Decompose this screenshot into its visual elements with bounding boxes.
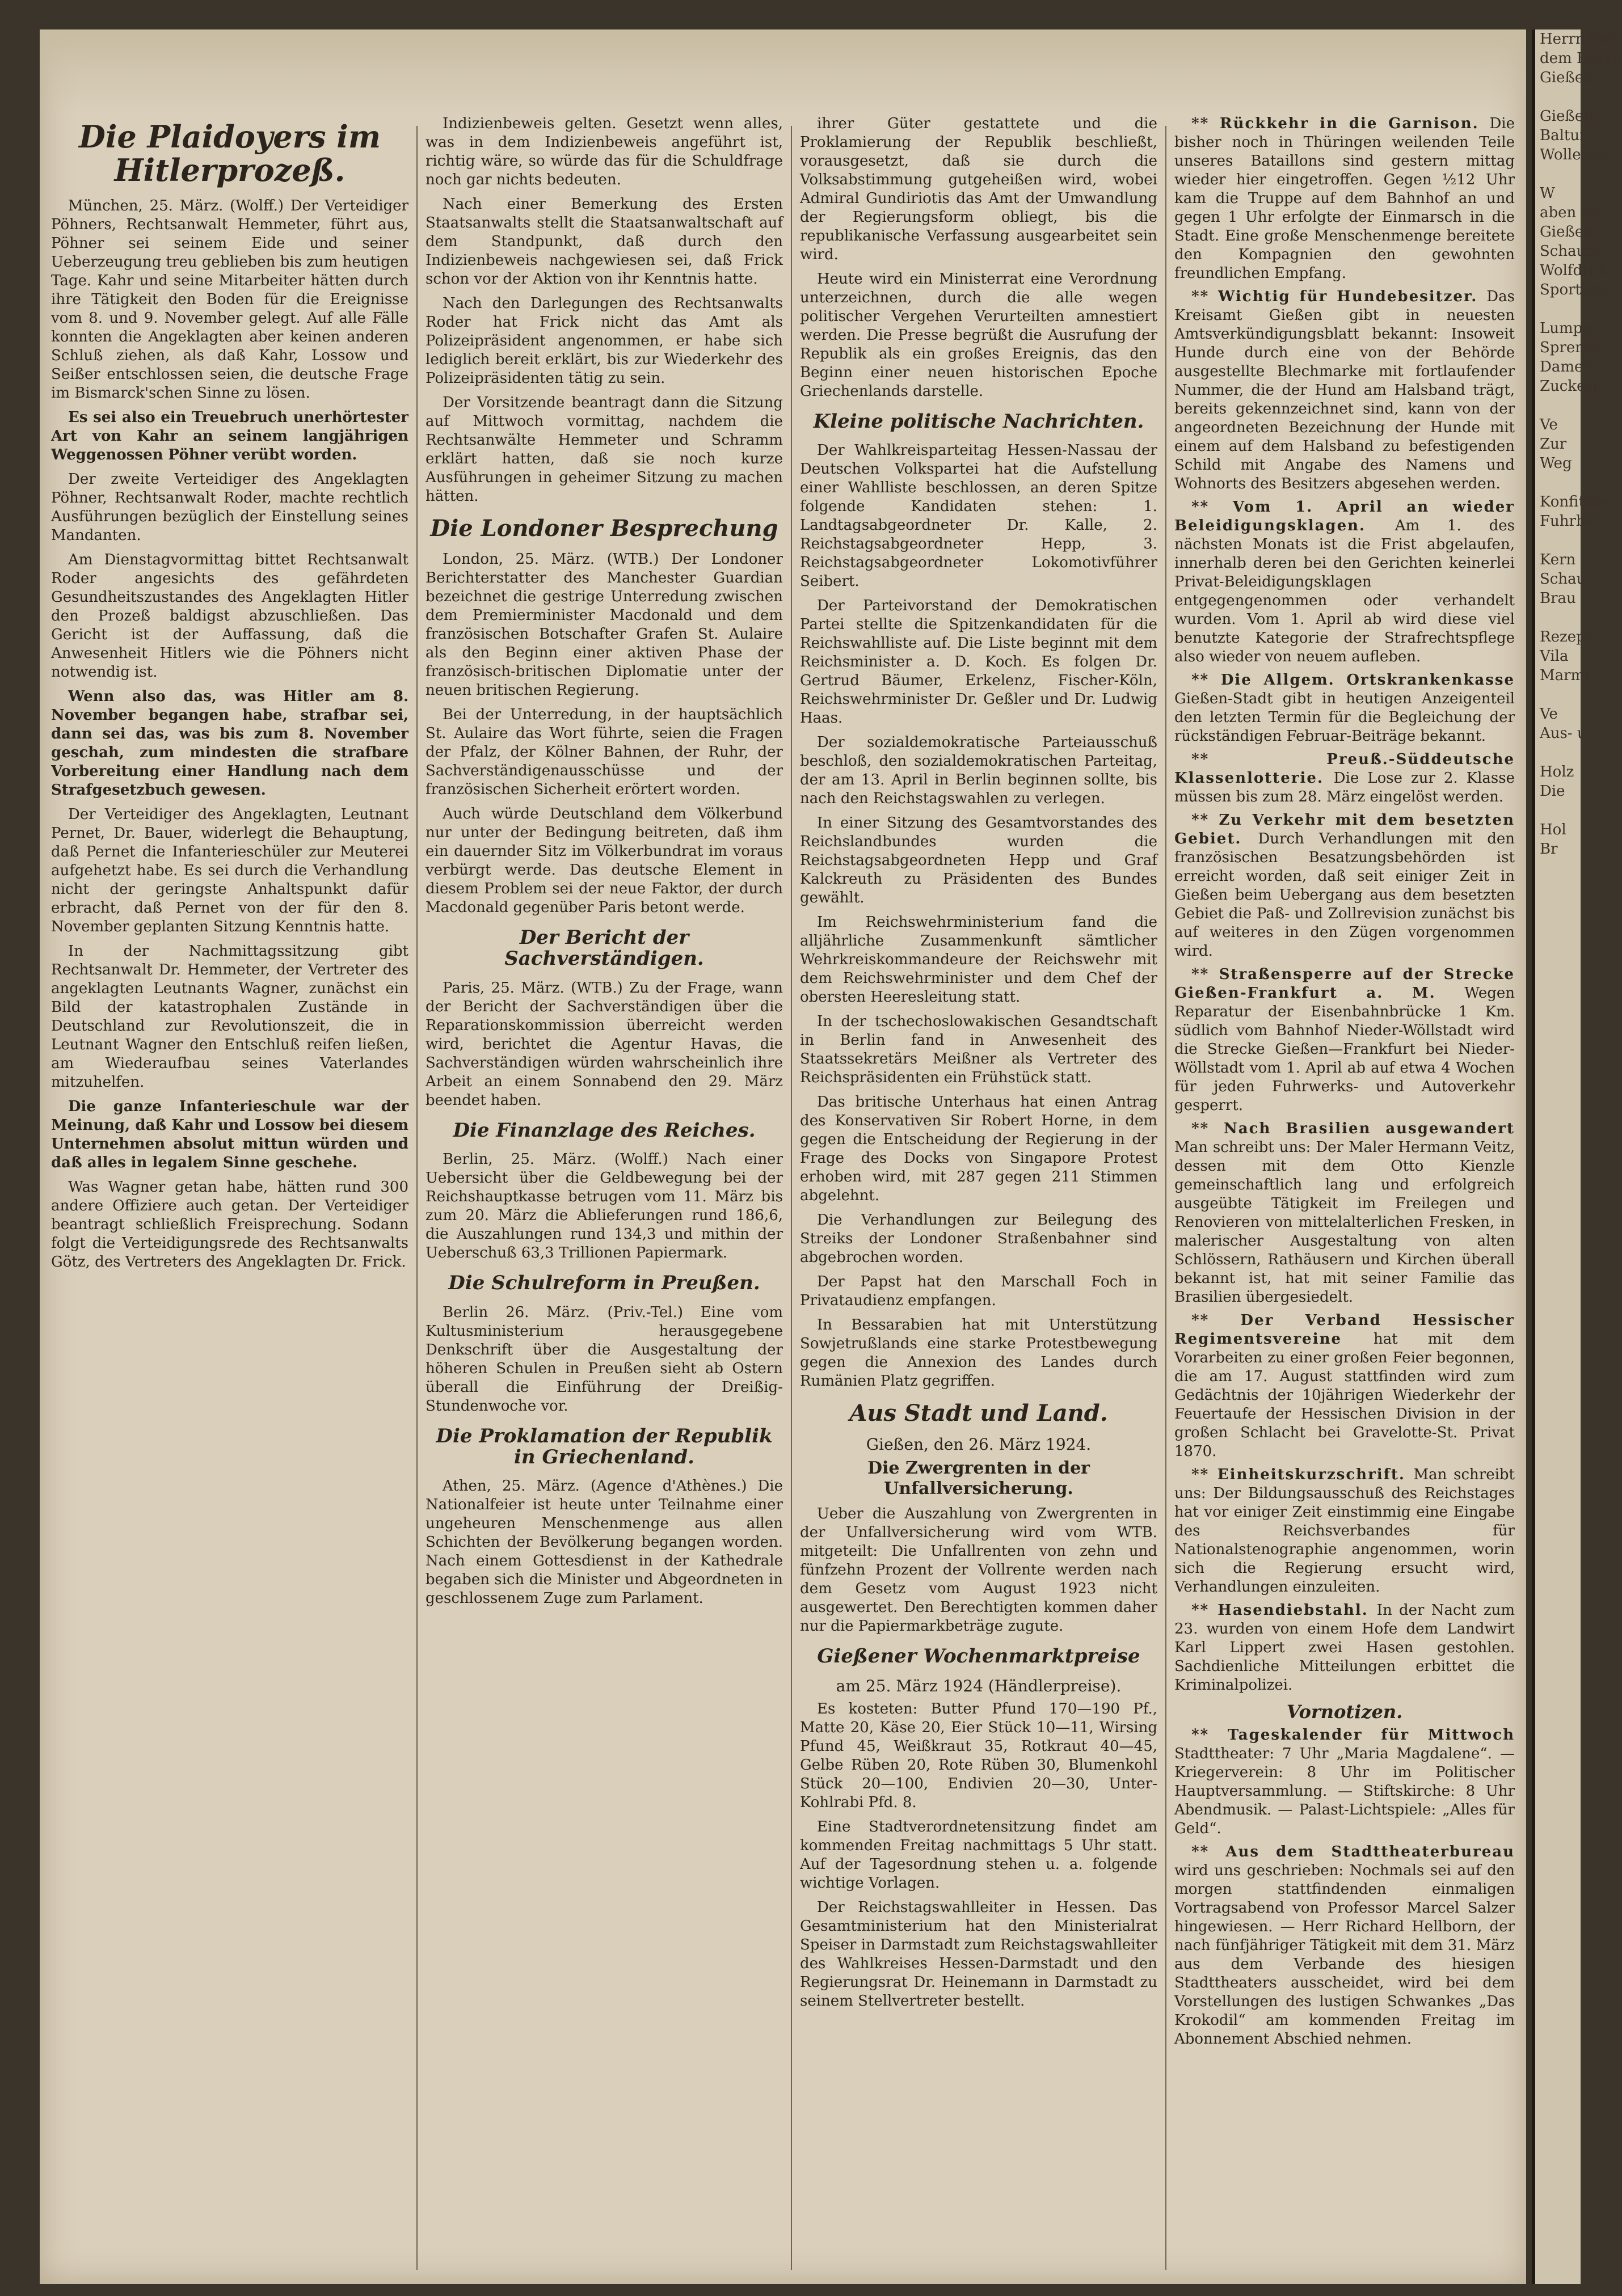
- adjacent-page-text: Damen: [1540, 358, 1593, 375]
- article-paragraph: Nach den Darlegungen des Rechtsanwalts Roder hat Frick nicht das Amt als Polizeipräsident angenommen, er habe sich lediglich bereit erklärt, bis zur Wiederkehr des Polizeipräsidenten tätig zu sein.: [425, 295, 783, 387]
- article-paragraph: ihrer Güter gestattete und die Proklamierung der Republik beschließt, vorausgesetzt, daß sie durch die Volksabstimmung gutgeheißen wird, wobei Admiral Gundiriotis das Amt der Umwandlung der Regierungsform obliegt, bis die republikanische Verfassung ausgearbeitet sein wird.: [800, 115, 1157, 263]
- article-paragraph: Der Parteivorstand der Demokratischen Partei stellte die Spitzenkandidaten für die Reichswahlliste auf. Die Liste beginnt mit dem Reichsminister a. D. Koch. Es folgen Dr. Gertrud Bäumer, Erkelenz, Fischer-Köln, Reichswehrminister Dr. Geßler und Dr. Ludwig Haas.: [800, 597, 1157, 727]
- adjacent-page-text: Zur: [1540, 436, 1567, 453]
- article: [51, 120, 408, 1272]
- adjacent-page-edge: [1532, 29, 1622, 2284]
- article-paragraph: Der zweite Verteidiger des Angeklagten Pöhner, Rechtsanwalt Roder, machte rechtlich Ausführungen bezüglich der Einstellung seines Mandanten.: [51, 470, 408, 544]
- article-paragraph: In der tschechoslowakischen Gesandtschaft in Berlin fand in Anwesenheit des Staatssekretärs Meißner als Vertreter des Reichspräsidenten ein Frühstück statt.: [800, 1013, 1157, 1087]
- article-paragraph: Heute wird ein Ministerrat eine Verordnung unterzeichnen, durch die alle wegen politischer Vergehen Verurteilten amnestiert werden. Die Presse begrüßt die Ausrufung der Republik als ein großes Ereignis, das den Beginn einer neuen historischen Epoche Griechenlands darstelle.: [800, 271, 1157, 400]
- article-paragraph: Der sozialdemokratische Parteiausschuß beschloß, den sozialdemokratischen Parteitag, der am 13. April in Berlin beginnen sollte, bis nach den Reichstagswahlen zu verlegen.: [800, 734, 1157, 808]
- adjacent-page-text: [1535, 87, 1581, 107]
- adjacent-page-text: Die: [1540, 783, 1565, 800]
- adjacent-page-text: [1535, 743, 1581, 762]
- local-news-keyword: ** Die Allgem. Ortskrankenkasse: [1191, 672, 1515, 689]
- local-news-item: [1174, 750, 1515, 807]
- article: [425, 516, 783, 917]
- article-paragraph: Was Wagner getan habe, hätten rund 300 andere Offiziere auch getan. Der Verteidiger beantragt schließlich Freisprechung. Sodann folgt die Verteidigungsrede des Rechtsanwalts Götz, des Vertreters des Angeklagten Dr. Frick.: [51, 1178, 408, 1271]
- adjacent-page-text: [1535, 608, 1581, 627]
- article-paragraph: Indizienbeweis gelten. Gesetzt wenn alles, was in dem Indizienbeweis angeführt ist, richtig wäre, so würde das für die Schuldfrage noch gar nichts bedeuten.: [425, 115, 783, 188]
- article-paragraph: Der Verteidiger des Angeklagten, Leutnant Pernet, Dr. Bauer, widerlegt die Behauptung, daß Pernet die Infanterieschüler zur Meuterei aufgehetzt habe. Es sei durch die Verhandlung nicht der geringste Anhaltspunkt dafür erbracht, daß Pernet von der für den 8. November geplanten Sitzung Kenntnis hatte.: [51, 805, 408, 935]
- adjacent-page-text: Rezept: [1540, 628, 1592, 645]
- column-2: [425, 115, 783, 2281]
- adjacent-page-text: [1535, 531, 1581, 550]
- adjacent-page-text: W: [1540, 185, 1555, 202]
- column-1: [51, 115, 408, 2281]
- article: [425, 927, 783, 1110]
- local-news-text: Wegen Reparatur der Eisenbahnbrücke 1 Km. südlich vom Bahnhof Nieder-Wöllstadt wird die Strecke Gießen—Frankfurt bei Nieder-Wöllstadt vom 1. April ab auf etwa 4 Wochen für jeden Fuhrwerks- und Autoverkehr gesperrt.: [1174, 985, 1515, 1114]
- article-headline: Aus Stadt und Land.: [849, 1400, 1108, 1427]
- adjacent-page-text: [1535, 396, 1581, 415]
- article-paragraph: Berlin, 25. März. (Wolff.) Nach einer Uebersicht über die Geldbewegung bei der Reichshauptkasse betrugen vom 11. März bis zum 20. März die Ablieferungen rund 186,6, die Auszahlungen rund 134,3 und mithin der Ueberschuß 63,3 Trillionen Papiermark.: [425, 1151, 783, 1262]
- article-headline: Kleine politische Nachrichten.: [813, 410, 1144, 433]
- adjacent-page-text: Vila: [1540, 648, 1569, 665]
- local-news-keyword: ** Der Verband Hessischer Regimentsvereine: [1174, 1312, 1515, 1348]
- adjacent-page-text: Weg: [1540, 455, 1572, 472]
- article-paragraph: London, 25. März. (WTB.) Der Londoner Berichterstatter des Manchester Guardian bezeichnet die gestrige Unterredung zwischen dem Premierminister Macdonald und dem französischen Botschafter Grafen St. Aulaire als den Beginn einer aktiven Phase der französisch-britischen Diplomatie unter der neuen britischen Regierung.: [425, 551, 783, 699]
- adjacent-page-text: aben ke: [1540, 204, 1599, 221]
- local-news-item: [1174, 288, 1515, 493]
- article: [425, 1426, 783, 1609]
- adjacent-page-text: Aus- u: [1540, 725, 1587, 742]
- column-rule: [791, 126, 792, 2270]
- adjacent-page-text: Sprengs: [1540, 339, 1602, 356]
- adjacent-page-text: Gießen,: [1540, 223, 1598, 240]
- adjacent-page-text: Wollenzu: [1540, 146, 1608, 163]
- local-news-item: [1174, 671, 1515, 746]
- adjacent-page-text: [1535, 685, 1581, 704]
- adjacent-page-text: Brau: [1540, 590, 1576, 607]
- adjacent-page-text: Marmi: [1540, 667, 1590, 684]
- column-4: [1174, 115, 1515, 2281]
- notice-keyword: ** Aus dem Stadttheaterbureau: [1191, 1843, 1515, 1860]
- article-headline: Gießener Wochenmarktpreise: [817, 1645, 1140, 1668]
- article-paragraph: Die Verhandlungen zur Beilegung des Streiks der Londoner Straßenbahner sind abgebrochen worden.: [800, 1212, 1157, 1267]
- adjacent-page-text: Gießen: [1540, 108, 1593, 125]
- local-news-text: Die bisher noch in Thüringen weilenden Teile unseres Bataillons sind gestern mittag wieder hier eingetroffen. Gegen ½12 Uhr kam die Truppe auf dem Bahnhof an und gegen 1 Uhr erfolgte der Einmarsch in die Stadt. Eine große Menschenmenge bereitete den Kompagnien den gewohnten freundlichen Empfang.: [1174, 115, 1515, 282]
- local-news-item: [1174, 811, 1515, 961]
- local-news-keyword: ** Wichtig für Hundebesitzer.: [1191, 288, 1487, 305]
- article-paragraph: Der Vorsitzende beantragt dann die Sitzung auf Mittwoch vormittag, nachdem die Rechtsanwälte Hemmeter und Schramm erklärt hatten, daß sie noch kurze Ausführungen in geheimer Sitzung zu machen hätten.: [425, 394, 783, 505]
- local-news-item: [1174, 115, 1515, 283]
- adjacent-page-text: Br: [1540, 841, 1558, 858]
- article-dateline: am 25. März 1924 (Händlerpreise).: [836, 1676, 1122, 1695]
- local-news-text: hat mit dem Vorarbeiten zu einer großen Feier begonnen, die am 17. August stattfinden wird zum Gedächtnis der 10jährigen Wiederkehr der Feuertaufe der Hessischen Division in der großen Schlacht bei Gravelotte-St. Privat 1870.: [1174, 1331, 1515, 1460]
- local-news-keyword: ** Hasendiebstahl.: [1191, 1602, 1377, 1619]
- article-paragraph: Im Reichswehrministerium fand die alljährliche Zusammenkunft sämtlicher Wehrkreiskommandeure der Reichswehr mit dem Reichswehrminister und dem Chef der obersten Heeresleitung statt.: [800, 914, 1157, 1006]
- article-paragraph: München, 25. März. (Wolff.) Der Verteidiger Pöhners, Rechtsanwalt Hemmeter, führt aus, Pöhner sei seinem Eide und seiner Ueberzeugung treu geblieben bis zum heutigen Tage. Kahr und seine Mitarbeiter hätten durch ihre Tätigkeit den Boden für die Ereignisse vom 8. und 9. November gelegt. Auf alle Fälle konnten die Angeklagten aber keinen anderen Schluß ziehen, als daß Kahr, Lossow und Seißer entschlossen seien, die deutsche Frage im Bismarck'schen Sinne zu lösen.: [51, 197, 408, 402]
- article-paragraph: Berlin 26. März. (Priv.-Tel.) Eine vom Kultusministerium herausgegebene Denkschrift über die Ausgestaltung der höheren Schulen in Preußen sieht ab Ostern überall die Einführung der Dreißig-Stundenwoche vor.: [425, 1303, 783, 1415]
- notice-item: [1174, 1726, 1515, 1838]
- adjacent-page-text: Konfitüre: [1540, 493, 1610, 510]
- adjacent-page-text: [1535, 801, 1581, 820]
- article-paragraph: Athen, 25. März. (Agence d'Athènes.) Die Nationalfeier ist heute unter Teilnahme einer ungeheuren Menschenmenge aus allen Schichten der Bevölkerung begangen worden. Nach einem Gottesdienst in der Kathedrale begaben sich die Minister und Abgeordneten in geschlossenem Zuge zum Parlament.: [425, 1478, 783, 1607]
- article: [800, 1401, 1157, 1636]
- article-headline: Die Proklamation der Republik in Griechenland.: [436, 1424, 773, 1468]
- adjacent-page-text: [1535, 299, 1581, 319]
- local-news-keyword: ** Preuß.-Süddeutsche Klassenlotterie.: [1174, 751, 1515, 787]
- article: [425, 115, 783, 506]
- notice-keyword: ** Tageskalender für Mittwoch: [1191, 1727, 1515, 1744]
- adjacent-page-text: Wolfdrah: [1540, 262, 1608, 279]
- column-rule: [1165, 126, 1166, 2270]
- article-paragraph: In der Nachmittagssitzung gibt Rechtsanwalt Dr. Hemmeter, der Vertreter des angeklagten Leutnants Wagner, zunächst ein Bild der katastrophalen Zustände in Deutschland zur Revolutionszeit, die in Leutnant Wagner den Entschluß reifen ließen, am Wiederaufbau seines Vaterlandes mitzuhelfen.: [51, 942, 408, 1091]
- article-paragraph: Eine Stadtverordnetensitzung findet am kommenden Freitag nachmittags 5 Uhr statt. Auf der Tagesordnung stehen u. a. folgende wichtige Vorlagen.: [800, 1818, 1157, 1892]
- article-paragraph: In Bessarabien hat mit Unterstützung Sowjetrußlands eine starke Protestbewegung gegen die Annexion des Landes durch Rumänien Platz gegriffen.: [800, 1316, 1157, 1390]
- local-news-item: [1174, 498, 1515, 666]
- local-news-item: [1174, 965, 1515, 1115]
- article: [425, 1273, 783, 1415]
- newspaper-page: [40, 29, 1526, 2284]
- local-news-keyword: ** Einheitskurzschrift.: [1191, 1466, 1414, 1483]
- article-paragraph: Das britische Unterhaus hat einen Antrag des Konservativen Sir Robert Horne, in dem gegen die Entscheidung der Regierung in der Frage des Docks von Singapore Protest erhoben wird, mit 287 gegen 211 Stimmen abgelehnt.: [800, 1094, 1157, 1205]
- local-news-text: Man schreibt uns: Der Bildungsausschuß des Reichstages hat vor einiger Zeit einstimmig eine Eingabe des Reichsverbandes für Nationalstenographie angenommen, worin sich die Regierung ersucht wird, Verhandlungen einzuleiten.: [1174, 1466, 1515, 1596]
- local-news-text: Die Lose zur 2. Klasse müssen bis zum 28. März eingelöst werden.: [1174, 770, 1515, 805]
- adjacent-page-text: [1535, 164, 1581, 184]
- article-paragraph: Die ganze Infanterieschule war der Meinung, daß Kahr und Lossow bei diesem Unternehmen absolut mittun würden und daß alles in legalem Sinne geschehe.: [51, 1098, 408, 1171]
- column-3: [800, 115, 1157, 2281]
- article-paragraph: Der Wahlkreisparteitag Hessen-Nassau der Deutschen Volkspartei hat die Aufstellung einer Wahlliste beschlossen, an deren Spitze folgende Kandidaten stehen: 1. Landtagsabgeordneter Dr. Kalle, 2. Reichstagsabgeordneter Hepp, 3. Reichstagsabgeordneter Lokomotivführer Seibert.: [800, 442, 1157, 590]
- notice-item: [1174, 1843, 1515, 2049]
- adjacent-page-text: Lumpe: [1540, 320, 1591, 337]
- notices-title: Vornotizen.: [1286, 1701, 1403, 1723]
- local-news-keyword: ** Straßensperre auf der Strecke Gießen-Frankfurt a. M.: [1174, 966, 1515, 1002]
- article-headline: Die Schulreform in Preußen.: [448, 1272, 760, 1295]
- article-paragraph: In einer Sitzung des Gesamtvorstandes des Reichslandbundes wurden die Reichstagsabgeordneten Hepp und Graf Kalckreuth zu Präsidenten des Bundes gewählt.: [800, 814, 1157, 907]
- adjacent-page-text: Sportbes: [1540, 281, 1607, 298]
- local-news-keyword: ** Zu Verkehr mit dem besetzten Gebiet.: [1174, 812, 1515, 847]
- article-paragraph: Es sei also ein Treuebruch unerhörtester Art von Kahr an seinem langjährigen Weggenossen Pöhner verübt worden.: [51, 408, 408, 463]
- local-news-text: In der Nacht zum 23. wurden von einem Hofe dem Landwirt Karl Lippert zwei Hasen gestohlen. Sachdienliche Mitteilungen erbittet die Kriminalpolizei.: [1174, 1602, 1515, 1694]
- article-paragraph: Bei der Unterredung, in der hauptsächlich St. Aulaire das Wort führte, seien die Fragen der Pfalz, der Kölner Bahnen, der Ruhr, der Sachverständigenausschüsse und der französischen Sicherheit erörtert worden.: [425, 706, 783, 798]
- article-headline: Die Finanzlage des Reiches.: [453, 1119, 756, 1142]
- column-rule: [416, 126, 418, 2270]
- adjacent-page-text: Fuhrbe: [1540, 513, 1594, 530]
- article-paragraph: Es kosteten: Butter Pfund 170—190 Pf., Matte 20, Käse 20, Eier Stück 10—11, Wirsing Pfund 45, Weißkraut 35, Rotkraut 40—45, Gelbe Rüben 20, Rote Rüben 30, Blumenkohl Stück 20—100, Endivien 20—30, Unter-Kohlrabi Pfd. 8.: [800, 1700, 1157, 1811]
- adjacent-page-text: Schau: [1540, 571, 1586, 588]
- article: [800, 115, 1157, 401]
- article-subhead: Die Zwergrenten in der Unfallversicherung.: [867, 1458, 1090, 1499]
- local-news-keyword: ** Vom 1. April an wieder Beleidigungsklagen.: [1174, 499, 1515, 534]
- local-news-text: Am 1. des nächsten Monats ist die Frist abgelaufen, innerhalb deren bei den Gerichten keinerlei Privat-Beleidigungsklagen entgegengenommen oder verhandelt wurden. Vom 1. April ab wird diese viel benutzte Kategorie der Strafrechtspflege also wieder von neuem aufleben.: [1174, 517, 1515, 665]
- page-fold-shadow: [40, 29, 1526, 115]
- article: [1174, 115, 1515, 2049]
- notice-text: Stadttheater: 7 Uhr „Maria Magdalene“. — Kriegerverein: 8 Uhr im Politischer Hauptversammlung. — Stiftskirche: 8 Uhr Abendmusik. — Palast-Lichtspiele: „Alles für Geld“.: [1174, 1745, 1515, 1837]
- article-paragraph: Nach einer Bemerkung des Ersten Staatsanwalts stellt die Staatsanwaltschaft auf dem Standpunkt, daß durch den Indizienbeweis nachgewiesen sei, daß Frick schon vor der Aktion von ihr Kenntnis hatte.: [425, 196, 783, 288]
- article-paragraph: Paris, 25. März. (WTB.) Zu der Frage, wann der Bericht der Sachverständigen über die Reparationskommission überreicht werden wird, berichtet die Agentur Havas, die Sachverständigen würden wahrscheinlich ihre Arbeit an einem Sonnabend den 29. März beendet haben.: [425, 979, 783, 1109]
- article-paragraph: Der Reichstagswahlleiter in Hessen. Das Gesamtministerium hat den Ministerialrat Speiser in Darmstadt zum Reichstagswahlleiter des Wahlkreises Hessen-Darmstadt und den Regierungsrat Dr. Heinemann in Darmstadt zu seinem Stellvertreter bestellt.: [800, 1898, 1157, 2010]
- article-headline: Die Londoner Besprechung: [430, 515, 778, 542]
- adjacent-page-text: Schaufe: [1540, 243, 1600, 260]
- article-headline: Die Plaidoyers im Hitlerprozeß.: [79, 119, 381, 189]
- adjacent-page-text: Gießen: [1540, 69, 1593, 86]
- local-news-keyword: ** Nach Brasilien ausgewandert: [1191, 1120, 1515, 1137]
- adjacent-page-text: Herrn Geb: [1540, 31, 1620, 48]
- local-news-text: Man schreibt uns: Der Maler Hermann Veitz, dessen mit dem Otto Kienzle gemeinschaftlich lang und erfolgreich ausgeübte Tätigkeit im Freilegen und Renovieren von mittelalterlichen Fresken, in malerischer Ausgestaltung von alten Schlössern, Rathäusern und Kirchen überall bekannt ist, hat mit seiner Familie das Brasilien übergesiedelt.: [1174, 1139, 1515, 1306]
- adjacent-page-text: Ve: [1540, 416, 1558, 433]
- article: [800, 411, 1157, 1391]
- local-news-text: Gießen-Stadt gibt in heutigen Anzeigenteil den letzten Termin für die Begleichung der rückständigen Februar-Beiträge bekannt.: [1174, 690, 1515, 745]
- adjacent-page-text: Zuckerr: [1540, 378, 1600, 395]
- notice-text: wird uns geschrieben: Nochmals sei auf den morgen stattfindenden einmaligen Vortragsabend von Professor Marcel Salzer hingewiesen. — Herr Richard Hellborn, der nach fünfjähriger Tätigkeit mit dem 31. März aus dem Verbande des hiesigen Stadttheaters ausscheidet, wird bei dem Vorstellungen des lustigen Schwankes „Das Krokodil“ am kommenden Freitag im Abonnement Abschied nehmen.: [1174, 1862, 1515, 2048]
- adjacent-page-text: Kern: [1540, 551, 1576, 568]
- article-paragraph: Wenn also das, was Hitler am 8. November begangen habe, strafbar sei, dann sei das, was bis zum 8. November geschah, zum mindesten die strafbare Vorbereitung einer Handlung nach dem Strafgesetzbuch gewesen.: [51, 687, 408, 799]
- local-news-text: Durch Verhandlungen mit den französischen Besatzungsbehörden ist erreicht worden, daß seit einiger Zeit in Gießen beim Uebergang aus dem besetzten Gebiet die Paß- und Zollrevision zunächst bis auf weiteres in den Zügen vorgenommen wird.: [1174, 830, 1515, 960]
- adjacent-page-text: Ve: [1540, 706, 1558, 723]
- article-paragraph: Auch würde Deutschland dem Völkerbund nur unter der Bedingung beitreten, daß ihm ein dauernder Sitz im Völkerbundrat im voraus verbürgt werde. Das deutsche Element in diesem Problem sei der neue Faktor, der durch Macdonald gegenüber Paris betont werde.: [425, 805, 783, 916]
- article: [800, 1646, 1157, 2010]
- adjacent-page-text: dem Herrn: [1540, 50, 1622, 67]
- article-paragraph: Am Dienstagvormittag bittet Rechtsanwalt Roder angesichts des gefährdeten Gesundheitszustandes des Angeklagten Hitler den Prozeß baldigst abzuschließen. Das Gericht ist der Auffassung, daß die Anwesenheit Hitlers wie die Pöhners nicht notwendig ist.: [51, 551, 408, 681]
- local-news-item: [1174, 1120, 1515, 1307]
- adjacent-page-text: Holz: [1540, 763, 1574, 780]
- article-paragraph: Ueber die Auszahlung von Zwergrenten in der Unfallversicherung wird vom WTB. mitgeteilt: Die Unfallrenten von zehn und fünfzehn Prozent der Vollrente werden nach dem Gesetz vom August 1923 nicht ausgewertet. Den Berechtigten kommen daher nur die Papiermarkbeträge zugute.: [800, 1505, 1157, 1635]
- article-dateline: Gießen, den 26. März 1924.: [866, 1435, 1092, 1454]
- adjacent-page-text: [1535, 473, 1581, 492]
- adjacent-page-text: Hol: [1540, 821, 1566, 838]
- local-news-text: Das Kreisamt Gießen gibt in neuesten Amtsverkündigungsblatt bekannt: Insoweit Hunde durch eine von der Behörde ausgestellte Blechmarke mit fortlaufender Nummer, die der Hund am Halsband trägt, bereits gekennzeichnet sind, kann von der angeordneten Bezeichnung der Hunde mit einem auf dem Halsband zu befestigenden Schild mit Angabe des Namens und Wohnorts des Besitzers abgesehen werden.: [1174, 288, 1515, 492]
- local-news-item: [1174, 1466, 1515, 1597]
- local-news-keyword: ** Rückkehr in die Garnison.: [1191, 115, 1490, 132]
- adjacent-page-text: Baltun: [1540, 127, 1589, 144]
- article-headline: Der Bericht der Sachverständigen.: [504, 926, 704, 970]
- article: [425, 1120, 783, 1263]
- local-news-item: [1174, 1601, 1515, 1695]
- article-paragraph: Der Papst hat den Marschall Foch in Privataudienz empfangen.: [800, 1273, 1157, 1310]
- local-news-item: [1174, 1311, 1515, 1461]
